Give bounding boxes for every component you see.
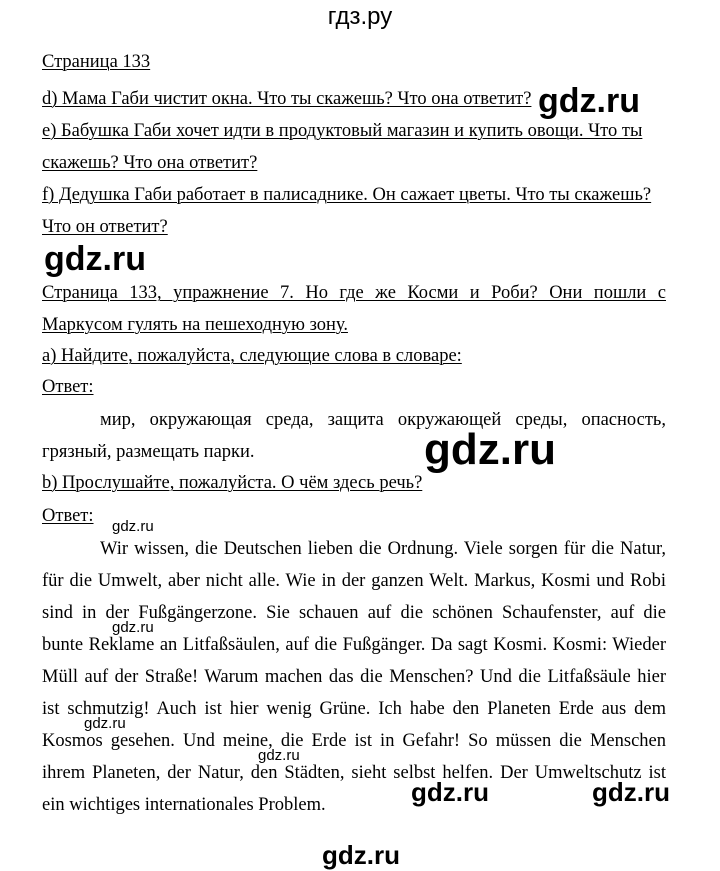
page-heading: Страница 133 — [42, 52, 151, 72]
answer-a-line1: мир, окружающая среда, защита окружающей среды, опасность, — [100, 410, 666, 430]
german-text-line9: ein wichtiges internationales Problem. — [42, 795, 326, 815]
german-text-line3: sind in der Fußgängerzone. Sie schauen auf die schönen Schaufenster, auf die — [42, 603, 666, 623]
answer-a-line2: грязный, размещать парки. — [42, 442, 255, 462]
watermark: gdz.ru — [112, 518, 154, 535]
watermark: gdz.ru — [44, 240, 146, 278]
watermark: gdz.ru — [84, 715, 126, 732]
site-header: гдз.ру — [327, 3, 393, 30]
answer-label-b: Ответ: — [42, 506, 94, 526]
german-text-line4: bunte Reklame an Litfaßsäulen, auf die Fußgänger. Da sagt Kosmi. Kosmi: Wieder — [42, 635, 666, 655]
german-text-line8: ihrem Planeten, der Natur, den Städten, sieht selbst helfen. Der Umweltschutz ist — [42, 763, 666, 783]
exercise-heading-line2: Маркусом гулять на пешеходную зону. — [42, 315, 348, 335]
watermark: gdz.ru — [424, 425, 556, 474]
exercise-heading-line1: Страница 133, упражнение 7. Но где же Косми и Роби? Они пошли с — [42, 283, 666, 303]
task-d: d) Мама Габи чистит окна. Что ты скажешь? Что она ответит? — [42, 89, 532, 109]
german-text-line6: ist schmutzig! Auch ist hier wenig Grüne. Ich habe den Planeten Erde aus dem — [42, 699, 666, 719]
task-f-line1: f) Дедушка Габи работает в палисаднике. Он сажает цветы. Что ты скажешь? — [42, 185, 652, 205]
german-text-line5: Müll auf der Straße! Warum machen das die Menschen? Und die Litfaßsäule hier — [42, 667, 666, 687]
task-b: b) Прослушайте, пожалуйста. О чём здесь речь? — [42, 473, 423, 493]
watermark: gdz.ru — [411, 777, 489, 807]
answer-label-a: Ответ: — [42, 377, 94, 397]
watermark: gdz.ru — [322, 840, 400, 870]
german-text-line7: Kosmos gesehen. Und meine, die Erde ist in Gefahr! So müssen die Menschen — [42, 731, 666, 751]
task-e-line2: скажешь? Что она ответит? — [42, 153, 258, 173]
watermark: gdz.ru — [592, 777, 670, 807]
german-text-line1: Wir wissen, die Deutschen lieben die Ordnung. Viele sorgen für die Natur, — [100, 539, 666, 559]
task-f-line2: Что он ответит? — [42, 217, 168, 237]
watermark: gdz.ru — [538, 82, 640, 120]
watermark: gdz.ru — [258, 747, 300, 764]
task-e-line1: e) Бабушка Габи хочет идти в продуктовый магазин и купить овощи. Что ты — [42, 121, 643, 141]
watermark: gdz.ru — [112, 619, 154, 636]
task-a: a) Найдите, пожалуйста, следующие слова в словаре: — [42, 346, 462, 366]
german-text-line2: für die Umwelt, aber nicht alle. Wie in der ganzen Welt. Markus, Kosmi und Robi — [42, 571, 666, 591]
